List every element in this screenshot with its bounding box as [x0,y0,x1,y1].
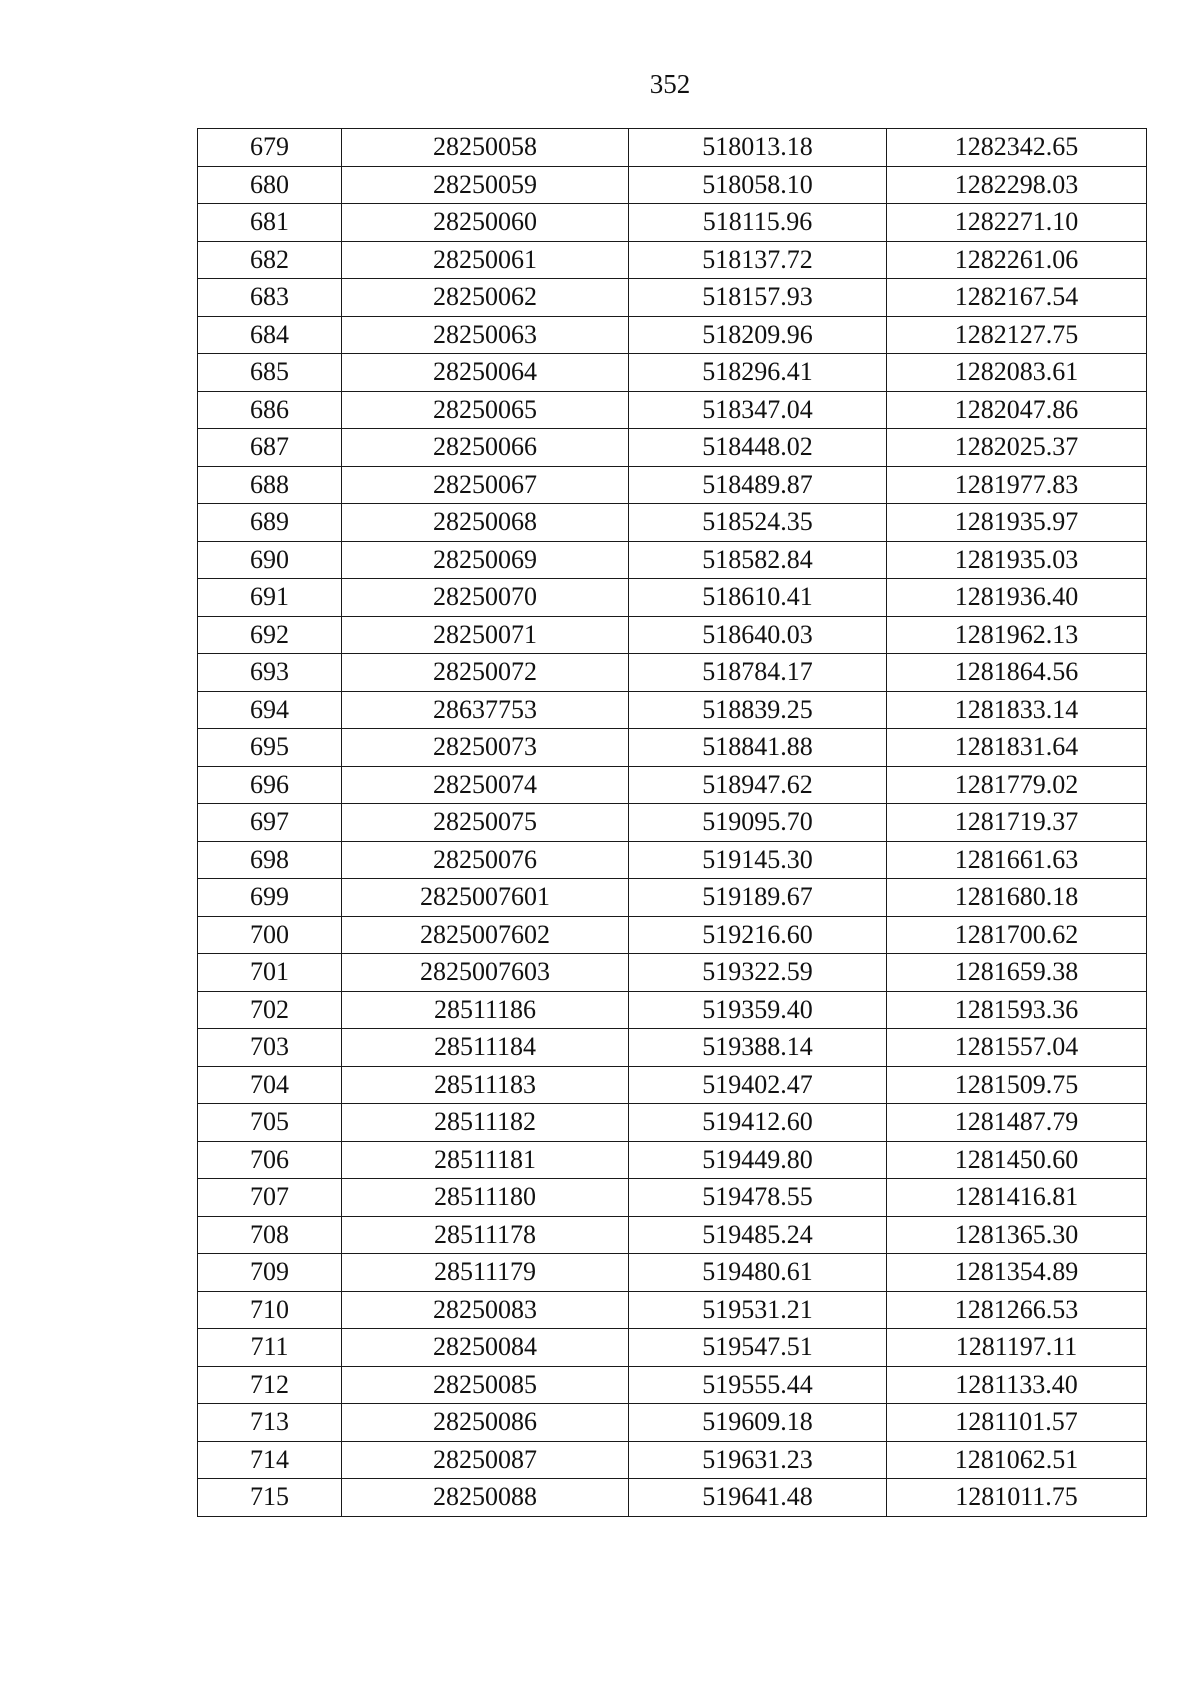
table-row [198,166,1147,204]
row-index-cell: 692 [198,616,342,654]
point-id-cell: 28250062 [342,279,629,317]
point-id-cell: 28250066 [342,429,629,467]
point-id-cell: 28250071 [342,616,629,654]
y-coordinate-cell: 1281101.57 [887,1404,1147,1442]
row-index-cell: 702 [198,991,342,1029]
table-row [198,1479,1147,1517]
row-index-cell: 688 [198,466,342,504]
x-coordinate-cell: 519402.47 [629,1066,887,1104]
table-row [198,1104,1147,1142]
point-id-cell: 28250067 [342,466,629,504]
x-coordinate-cell: 518115.96 [629,204,887,242]
point-id-cell: 28250074 [342,766,629,804]
table-row [198,466,1147,504]
point-id-cell: 28250085 [342,1366,629,1404]
y-coordinate-cell: 1281936.40 [887,579,1147,617]
y-coordinate-cell: 1281680.18 [887,879,1147,917]
row-index-cell: 687 [198,429,342,467]
y-coordinate-cell: 1281133.40 [887,1366,1147,1404]
table-row [198,766,1147,804]
point-id-cell: 28250083 [342,1291,629,1329]
x-coordinate-cell: 519388.14 [629,1029,887,1067]
point-id-cell: 28511181 [342,1141,629,1179]
y-coordinate-cell: 1281354.89 [887,1254,1147,1292]
x-coordinate-cell: 518448.02 [629,429,887,467]
page-number: 352 [649,69,691,99]
table-row [198,1066,1147,1104]
x-coordinate-cell: 518209.96 [629,316,887,354]
table-row [198,841,1147,879]
x-coordinate-cell: 519145.30 [629,841,887,879]
y-coordinate-cell: 1281266.53 [887,1291,1147,1329]
row-index-cell: 704 [198,1066,342,1104]
table-row [198,1366,1147,1404]
point-id-cell: 28250065 [342,391,629,429]
x-coordinate-cell: 518582.84 [629,541,887,579]
table-row [198,1404,1147,1442]
table-row [198,879,1147,917]
row-index-cell: 710 [198,1291,342,1329]
x-coordinate-cell: 519531.21 [629,1291,887,1329]
y-coordinate-cell: 1282127.75 [887,316,1147,354]
point-id-cell: 2825007601 [342,879,629,917]
row-index-cell: 706 [198,1141,342,1179]
y-coordinate-cell: 1282342.65 [887,129,1147,167]
table-row [198,616,1147,654]
point-id-cell: 28250068 [342,504,629,542]
row-index-cell: 711 [198,1329,342,1367]
y-coordinate-cell: 1281509.75 [887,1066,1147,1104]
table-row [198,1216,1147,1254]
table-row [198,916,1147,954]
x-coordinate-cell: 518841.88 [629,729,887,767]
row-index-cell: 701 [198,954,342,992]
row-index-cell: 712 [198,1366,342,1404]
row-index-cell: 708 [198,1216,342,1254]
row-index-cell: 686 [198,391,342,429]
row-index-cell: 709 [198,1254,342,1292]
y-coordinate-cell: 1281864.56 [887,654,1147,692]
point-id-cell: 28250072 [342,654,629,692]
y-coordinate-cell: 1281935.03 [887,541,1147,579]
y-coordinate-cell: 1281833.14 [887,691,1147,729]
table-row [198,1179,1147,1217]
y-coordinate-cell: 1281557.04 [887,1029,1147,1067]
row-index-cell: 695 [198,729,342,767]
y-coordinate-cell: 1281962.13 [887,616,1147,654]
table-body [198,129,1147,1517]
point-id-cell: 28511184 [342,1029,629,1067]
row-index-cell: 715 [198,1479,342,1517]
y-coordinate-cell: 1281935.97 [887,504,1147,542]
y-coordinate-cell: 1281831.64 [887,729,1147,767]
x-coordinate-cell: 519478.55 [629,1179,887,1217]
x-coordinate-cell: 518296.41 [629,354,887,392]
y-coordinate-cell: 1281062.51 [887,1441,1147,1479]
point-id-cell: 28250087 [342,1441,629,1479]
y-coordinate-cell: 1281593.36 [887,991,1147,1029]
x-coordinate-cell: 519359.40 [629,991,887,1029]
y-coordinate-cell: 1281977.83 [887,466,1147,504]
y-coordinate-cell: 1281487.79 [887,1104,1147,1142]
table-row [198,654,1147,692]
y-coordinate-cell: 1281700.62 [887,916,1147,954]
x-coordinate-cell: 518058.10 [629,166,887,204]
y-coordinate-cell: 1281416.81 [887,1179,1147,1217]
x-coordinate-cell: 519485.24 [629,1216,887,1254]
y-coordinate-cell: 1282261.06 [887,241,1147,279]
table-row [198,504,1147,542]
point-id-cell: 28511180 [342,1179,629,1217]
x-coordinate-cell: 518640.03 [629,616,887,654]
table-row [198,1291,1147,1329]
table-row [198,204,1147,242]
table-row [198,1329,1147,1367]
table-row [198,129,1147,167]
row-index-cell: 697 [198,804,342,842]
x-coordinate-cell: 519412.60 [629,1104,887,1142]
point-id-cell: 28511183 [342,1066,629,1104]
point-id-cell: 28511186 [342,991,629,1029]
y-coordinate-cell: 1281365.30 [887,1216,1147,1254]
y-coordinate-cell: 1281779.02 [887,766,1147,804]
x-coordinate-cell: 519547.51 [629,1329,887,1367]
table-row [198,354,1147,392]
x-coordinate-cell: 519322.59 [629,954,887,992]
table-row [198,991,1147,1029]
row-index-cell: 681 [198,204,342,242]
coordinates-table-container [197,128,1146,1517]
x-coordinate-cell: 518137.72 [629,241,887,279]
table-row [198,729,1147,767]
point-id-cell: 28250058 [342,129,629,167]
y-coordinate-cell: 1281011.75 [887,1479,1147,1517]
row-index-cell: 696 [198,766,342,804]
x-coordinate-cell: 518013.18 [629,129,887,167]
row-index-cell: 699 [198,879,342,917]
row-index-cell: 683 [198,279,342,317]
row-index-cell: 705 [198,1104,342,1142]
row-index-cell: 694 [198,691,342,729]
point-id-cell: 28250059 [342,166,629,204]
row-index-cell: 707 [198,1179,342,1217]
x-coordinate-cell: 519609.18 [629,1404,887,1442]
y-coordinate-cell: 1282271.10 [887,204,1147,242]
row-index-cell: 680 [198,166,342,204]
row-index-cell: 690 [198,541,342,579]
x-coordinate-cell: 519480.61 [629,1254,887,1292]
table-row [198,1029,1147,1067]
point-id-cell: 2825007602 [342,916,629,954]
x-coordinate-cell: 518839.25 [629,691,887,729]
x-coordinate-cell: 518784.17 [629,654,887,692]
y-coordinate-cell: 1281661.63 [887,841,1147,879]
table-row [198,691,1147,729]
table-row [198,804,1147,842]
row-index-cell: 684 [198,316,342,354]
point-id-cell: 28511182 [342,1104,629,1142]
row-index-cell: 714 [198,1441,342,1479]
x-coordinate-cell: 519189.67 [629,879,887,917]
x-coordinate-cell: 519631.23 [629,1441,887,1479]
x-coordinate-cell: 518610.41 [629,579,887,617]
point-id-cell: 28250070 [342,579,629,617]
point-id-cell: 28511178 [342,1216,629,1254]
point-id-cell: 28250084 [342,1329,629,1367]
point-id-cell: 28250061 [342,241,629,279]
x-coordinate-cell: 518489.87 [629,466,887,504]
table-row [198,429,1147,467]
table-row [198,1441,1147,1479]
y-coordinate-cell: 1281197.11 [887,1329,1147,1367]
x-coordinate-cell: 518947.62 [629,766,887,804]
x-coordinate-cell: 518347.04 [629,391,887,429]
point-id-cell: 28250063 [342,316,629,354]
table-row [198,579,1147,617]
row-index-cell: 679 [198,129,342,167]
row-index-cell: 682 [198,241,342,279]
table-row [198,391,1147,429]
row-index-cell: 703 [198,1029,342,1067]
point-id-cell: 28250069 [342,541,629,579]
point-id-cell: 28250073 [342,729,629,767]
x-coordinate-cell: 519216.60 [629,916,887,954]
point-id-cell: 28250088 [342,1479,629,1517]
point-id-cell: 28250064 [342,354,629,392]
row-index-cell: 685 [198,354,342,392]
y-coordinate-cell: 1281659.38 [887,954,1147,992]
table-row [198,1141,1147,1179]
y-coordinate-cell: 1281719.37 [887,804,1147,842]
point-id-cell: 28637753 [342,691,629,729]
row-index-cell: 691 [198,579,342,617]
point-id-cell: 28511179 [342,1254,629,1292]
table-row [198,279,1147,317]
x-coordinate-cell: 519555.44 [629,1366,887,1404]
table-row [198,241,1147,279]
point-id-cell: 28250060 [342,204,629,242]
row-index-cell: 693 [198,654,342,692]
table-row [198,1254,1147,1292]
x-coordinate-cell: 519641.48 [629,1479,887,1517]
row-index-cell: 700 [198,916,342,954]
y-coordinate-cell: 1282025.37 [887,429,1147,467]
table-row [198,541,1147,579]
y-coordinate-cell: 1281450.60 [887,1141,1147,1179]
y-coordinate-cell: 1282083.61 [887,354,1147,392]
table-row [198,316,1147,354]
coordinates-table [197,128,1147,1517]
x-coordinate-cell: 519449.80 [629,1141,887,1179]
point-id-cell: 28250086 [342,1404,629,1442]
row-index-cell: 689 [198,504,342,542]
table-row [198,954,1147,992]
x-coordinate-cell: 518524.35 [629,504,887,542]
row-index-cell: 713 [198,1404,342,1442]
point-id-cell: 28250076 [342,841,629,879]
point-id-cell: 2825007603 [342,954,629,992]
x-coordinate-cell: 518157.93 [629,279,887,317]
y-coordinate-cell: 1282047.86 [887,391,1147,429]
x-coordinate-cell: 519095.70 [629,804,887,842]
point-id-cell: 28250075 [342,804,629,842]
y-coordinate-cell: 1282167.54 [887,279,1147,317]
y-coordinate-cell: 1282298.03 [887,166,1147,204]
row-index-cell: 698 [198,841,342,879]
